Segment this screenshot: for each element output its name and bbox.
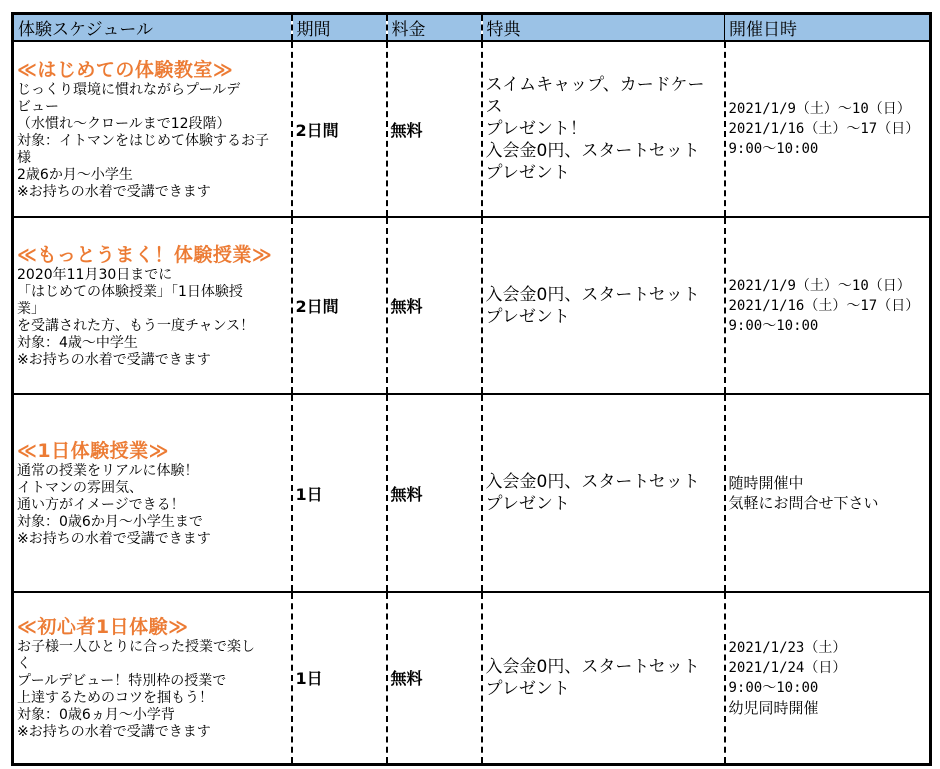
benefit-line: 入会金0円、スタートセット xyxy=(485,472,700,492)
benefit-line: プレゼント xyxy=(485,494,570,514)
plan-description xyxy=(17,639,291,741)
plan-title: ≪はじめての体験教室≫ xyxy=(17,58,234,81)
benefit-line: 入会金0円、スタートセット xyxy=(485,141,700,161)
benefit-cell xyxy=(482,217,725,394)
benefit-line: ス xyxy=(485,97,503,117)
desc-line: 対象：0歳6ヵ月～小学背 xyxy=(17,706,175,723)
desc-line: イトマンの雰囲気、 xyxy=(17,479,143,496)
plan-description xyxy=(17,463,291,548)
dates-cell xyxy=(725,592,931,764)
time-line: 9:00～10:00 xyxy=(728,679,819,696)
table-row xyxy=(13,41,931,217)
desc-line: ※お持ちの水着で受講できます xyxy=(17,183,211,200)
time-line: 9:00～10:00 xyxy=(728,141,819,157)
desc-line: ※お持ちの水着で受講できます xyxy=(17,723,211,740)
desc-line: 2歳6か月～小学生 xyxy=(17,166,133,183)
table-row xyxy=(13,592,931,764)
desc-line: ※お持ちの水着で受講できます xyxy=(17,351,211,368)
desc-line: 2020年11月30日までに xyxy=(17,266,173,283)
plan-description xyxy=(17,82,291,201)
desc-line: 様 xyxy=(17,149,31,166)
date-line: 2021/1/16（土）～17（日） xyxy=(728,121,920,137)
plan-title: ≪1日体験授業≫ xyxy=(17,439,170,462)
desc-line: ※お持ちの水着で受講できます xyxy=(17,530,211,547)
notice-line: 気軽にお問合せ下さい xyxy=(728,494,879,512)
benefit-line: プレゼント xyxy=(485,163,570,183)
benefit-line: プレゼント xyxy=(485,306,570,327)
desc-line: プールデビュー！特別枠の授業で xyxy=(17,672,227,689)
desc-line: 通常の授業をリアルに体験！ xyxy=(17,462,199,479)
plan-cell xyxy=(13,592,292,764)
benefit-cell xyxy=(482,394,725,592)
plan-cell xyxy=(13,41,292,217)
dates-cell xyxy=(725,217,931,394)
header-plan: 体験スケジュール xyxy=(13,14,292,42)
desc-line: 上達するためのコツを掴もう！ xyxy=(17,689,213,706)
period-cell: 2日間 xyxy=(292,217,387,394)
desc-line: じっくり環境に慣れながらプールデ xyxy=(17,81,241,98)
desc-line: く xyxy=(17,655,31,672)
desc-line: ビュー xyxy=(17,98,59,115)
benefit-line: 入会金0円、スタートセット xyxy=(485,656,700,677)
plan-description xyxy=(17,267,291,369)
date-line: 2021/1/9（土）～10（日） xyxy=(728,277,911,294)
plan-cell xyxy=(13,217,292,394)
desc-line: 対象：イトマンをはじめて体験するお子 xyxy=(17,132,269,149)
period-cell: 1日 xyxy=(292,394,387,592)
benefit-line: 入会金0円、スタートセット xyxy=(485,284,700,305)
date-line: 2021/1/9（土）～10（日） xyxy=(728,101,911,117)
period-cell: 2日間 xyxy=(292,41,387,217)
desc-line: を受講された方、もう一度チャンス！ xyxy=(17,317,255,334)
desc-line: （水慣れ～クロールまで12段階） xyxy=(17,115,231,132)
notice-line: 随時開催中 xyxy=(728,474,804,492)
date-line: 2021/1/24（日） xyxy=(728,659,847,676)
benefit-line: プレゼント xyxy=(485,678,570,699)
table-row xyxy=(13,394,931,592)
plan-title: ≪初心者1日体験≫ xyxy=(17,615,189,638)
fee-cell: 無料 xyxy=(387,394,482,592)
desc-line: 「はじめての体験授業」「1日体験授 xyxy=(17,283,243,300)
benefit-cell xyxy=(482,592,725,764)
fee-cell: 無料 xyxy=(387,592,482,764)
period-cell: 1日 xyxy=(292,592,387,764)
plan-title: ≪もっとうまく！体験授業≫ xyxy=(17,243,273,266)
date-line: 2021/1/16（土）～17（日） xyxy=(728,297,920,314)
notice-line: 幼児同時開催 xyxy=(728,698,819,717)
header-row xyxy=(13,14,931,42)
benefit-line: プレゼント！ xyxy=(485,119,587,139)
fee-cell: 無料 xyxy=(387,41,482,217)
plan-cell xyxy=(13,394,292,592)
desc-line: 業」 xyxy=(17,300,45,317)
desc-line: お子様一人ひとりに合った授業で楽し xyxy=(17,638,255,655)
desc-line: 通い方がイメージできる！ xyxy=(17,496,185,513)
table-row xyxy=(13,217,931,394)
benefit-cell xyxy=(482,41,725,217)
desc-line: 対象：0歳6か月～小学生まで xyxy=(17,513,203,530)
header-dates: 開催日時 xyxy=(725,14,931,42)
date-line: 2021/1/23（土） xyxy=(728,639,847,656)
time-line: 9:00～10:00 xyxy=(728,317,819,334)
dates-cell xyxy=(725,394,931,592)
header-benefit: 特典 xyxy=(482,14,725,42)
fee-cell: 無料 xyxy=(387,217,482,394)
header-fee: 料金 xyxy=(387,14,482,42)
desc-line: 対象：4歳～中学生 xyxy=(17,334,138,351)
header-period: 期間 xyxy=(292,14,387,42)
benefit-line: スイムキャップ、カードケー xyxy=(485,75,705,95)
dates-cell xyxy=(725,41,931,217)
experience-schedule-table xyxy=(11,12,932,766)
